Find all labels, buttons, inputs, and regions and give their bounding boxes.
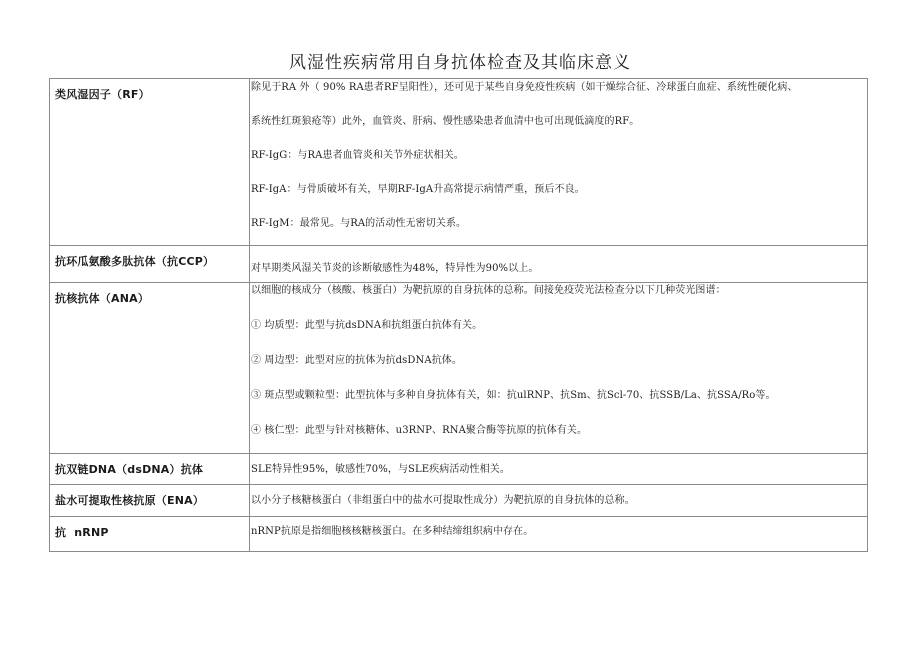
table-row bbox=[50, 454, 868, 485]
row-label: 类风湿因子（RF） bbox=[50, 79, 250, 246]
content-line: 对早期类风湿关节炎的诊断敏感性为48%，特异性为90%以上。 bbox=[251, 263, 539, 274]
table-row bbox=[50, 283, 868, 454]
content-line: ③ 斑点型或颗粒型：此型抗体与多种自身抗体有关，如：抗ulRNP、抗Sm、抗Scl-70、抗SSB/La、抗SSA/Ro等。 bbox=[251, 390, 776, 401]
row-label: 抗双链DNA（dsDNA）抗体 bbox=[50, 454, 250, 485]
row-label: 抗核抗体（ANA） bbox=[50, 283, 250, 454]
content-line: 除见于RA 外（ 90% RA患者RF呈阳性），还可见于某些自身免疫性疾病（如干燥综合征、冷球蛋白血症、系统性硬化病、 bbox=[251, 82, 798, 93]
row-label: 抗 nRNP bbox=[50, 517, 250, 552]
content-line: 以细胞的核成分（核酸、核蛋白）为靶抗原的自身抗体的总称。间接免疫荧光法检查分以下几种荧光图谱： bbox=[251, 285, 726, 296]
content-line: ① 均质型：此型与抗dsDNA和抗组蛋白抗体有关。 bbox=[251, 320, 483, 331]
content-line: SLE特异性95%，敏感性70%，与SLE疾病活动性相关。 bbox=[251, 464, 510, 475]
content-line: ④ 核仁型：此型与针对核糖体、u3RNP、RNA聚合酶等抗原的抗体有关。 bbox=[251, 425, 588, 436]
row-content bbox=[250, 246, 868, 283]
table-row bbox=[50, 79, 868, 246]
content-line: nRNP抗原是指细胞核核糖核蛋白。在多种结缔组织病中存在。 bbox=[251, 526, 534, 537]
content-line: RF-IgM：最常见。与RA的活动性无密切关系。 bbox=[251, 218, 467, 229]
row-content bbox=[250, 454, 868, 485]
content-line: RF-IgA：与骨质破坏有关，早期RF-IgA升高常提示病情严重，预后不良。 bbox=[251, 184, 585, 195]
table-row bbox=[50, 517, 868, 552]
table-row bbox=[50, 485, 868, 517]
content-line: 以小分子核糖核蛋白（非组蛋白中的盐水可提取性成分）为靶抗原的自身抗体的总称。 bbox=[251, 495, 635, 506]
row-label: 抗环瓜氨酸多肽抗体（抗CCP） bbox=[50, 246, 250, 283]
content-line: RF-IgG：与RA患者血管炎和关节外症状相关。 bbox=[251, 150, 464, 161]
table-row bbox=[50, 246, 868, 283]
row-label: 盐水可提取性核抗原（ENA） bbox=[50, 485, 250, 517]
row-content bbox=[250, 485, 868, 517]
document-title: 风湿性疾病常用自身抗体检查及其临床意义 bbox=[289, 53, 631, 73]
antibody-table bbox=[49, 78, 868, 552]
content-line: 系统性红斑狼疮等）此外，血管炎、肝病、慢性感染患者血清中也可出现低滴度的RF。 bbox=[251, 116, 640, 127]
row-content bbox=[250, 79, 868, 246]
content-line: ② 周边型：此型对应的抗体为抗dsDNA抗体。 bbox=[251, 355, 463, 366]
row-content bbox=[250, 517, 868, 552]
row-content bbox=[250, 283, 868, 454]
